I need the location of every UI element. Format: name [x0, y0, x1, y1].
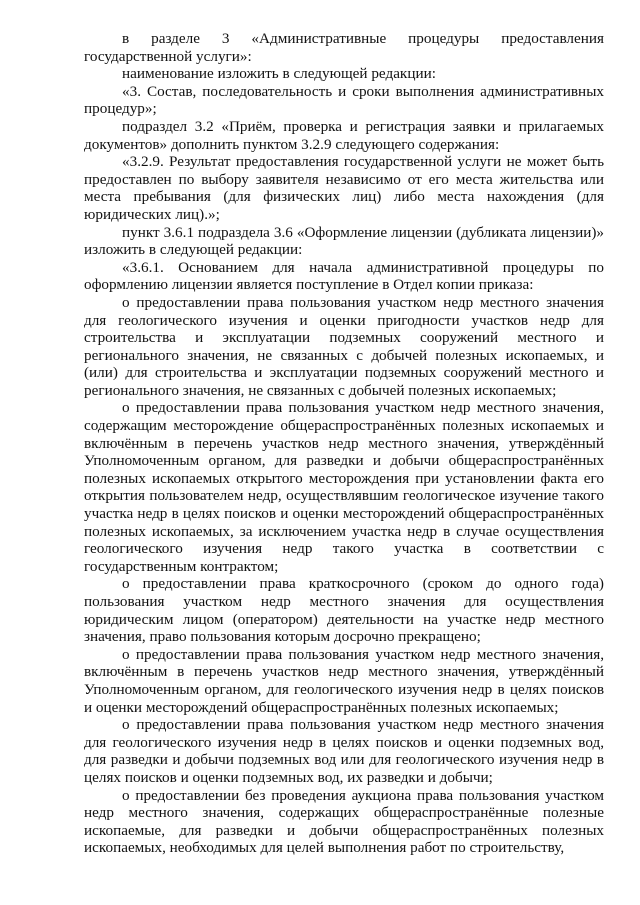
paragraph-item-3-6-1: «3.6.1. Основанием для начала административной процедуры по оформлению лицензии является поступление в Отдел копии приказа: [84, 258, 604, 294]
paragraph-item-3-2-9: «3.2.9. Результат предоставления государственной услуги не может быть предоставлен по выбору заявителя независимо от его места жительства или места пребывания (для физических лиц) либо места нахождения (для юридических лиц).»; [84, 153, 604, 223]
list-item: о предоставлении права пользования участком недр местного значения, содержащим месторождение общераспространённых полезных ископаемых и включённым в перечень участков недр местного значения, утверждённый Уполномоченным органом, для разведки и добычи общераспространённых полезных ископаемых открытого месторождения при установлении факта его открытия пользователем недр, осуществлявшим геологическое изучение такого участка недр в целях поисков и оценки месторождений общераспространённых полезных ископаемых, за исключением участка недр в случае осуществления геологического изучения недр такого участка в соответствии с государственным контрактом; [84, 399, 604, 575]
list-item: о предоставлении без проведения аукциона права пользования участком недр местного значения, содержащих общераспространённые полезные ископаемые, для разведки и добычи общераспространённых полезных ископаемых, необходимых для целей выполнения работ по строительству, [84, 786, 604, 857]
paragraph-section-3-intro: в разделе 3 «Административные процедуры предоставления государственной услуги»: [84, 30, 604, 65]
document-body [84, 30, 604, 857]
paragraph-subsection-3-2: подраздел 3.2 «Приём, проверка и регистрация заявки и прилагаемых документов» дополнить пунктом 3.2.9 следующего содержания: [84, 117, 604, 153]
paragraph-section-3-title: «3. Состав, последовательность и сроки выполнения административных процедур»; [84, 82, 604, 118]
paragraph-name-edition: наименование изложить в следующей редакции: [122, 65, 436, 83]
list-item: о предоставлении права краткосрочного (сроком до одного года) пользования участком недр местного значения для осуществления юридическим лицом (оператором) деятельности на участке недр местного значения, право пользования которым досрочно прекращено; [84, 575, 604, 646]
list-item: о предоставлении права пользования участком недр местного значения, включённым в перечень участков недр местного значения, утверждённый Уполномоченным органом, для геологического изучения недр в целях поисков и оценки месторождений общераспространённых полезных ископаемых; [84, 645, 604, 716]
list-item: о предоставлении права пользования участком недр местного значения для геологического изучения недр в целях поисков и оценки подземных вод, для разведки и добычи подземных вод или для геологического изучения недр в целях поисков и оценки подземных вод, их разведки и добычи; [84, 716, 604, 786]
paragraph-item-3-6-1-intro: пункт 3.6.1 подраздела 3.6 «Оформление лицензии (дубликата лицензии)» изложить в следующей редакции: [84, 223, 604, 259]
list-item: о предоставлении права пользования участком недр местного значения для геологического изучения и оценки пригодности участков недр для строительства и эксплуатации подземных сооружений местного и регионального значения, не связанных с добычей полезных ископаемых, и (или) для строительства и эксплуатации подземных сооружений местного и регионального значения, не связанных с добычей полезных ископаемых; [84, 293, 604, 399]
